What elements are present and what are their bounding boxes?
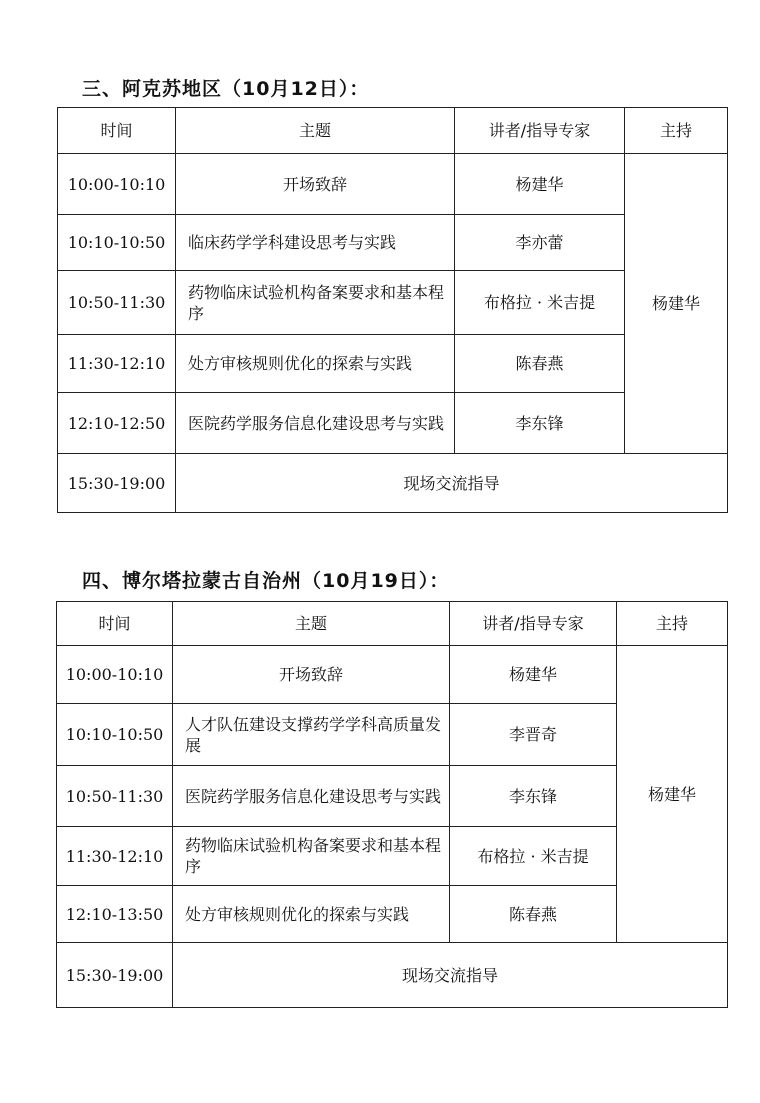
header-host: 主持 — [617, 602, 728, 646]
header-topic: 主题 — [176, 108, 455, 154]
row-topic: 开场致辞 — [173, 646, 450, 704]
table-header-row — [58, 108, 728, 154]
header-speaker: 讲者/指导专家 — [450, 602, 617, 646]
row-topic-merged: 现场交流指导 — [176, 454, 728, 513]
row-speaker: 李晋奇 — [450, 704, 617, 766]
host-cell: 杨建华 — [625, 154, 728, 454]
row-topic: 医院药学服务信息化建设思考与实践 — [173, 766, 450, 827]
table-row — [57, 646, 728, 704]
section-title-aksu: 三、阿克苏地区（10月12日）： — [82, 78, 370, 100]
row-time: 10:50-11:30 — [58, 271, 176, 335]
row-topic: 临床药学学科建设思考与实践 — [176, 215, 455, 271]
row-time: 10:00-10:10 — [57, 646, 173, 704]
row-speaker: 杨建华 — [450, 646, 617, 704]
header-speaker: 讲者/指导专家 — [455, 108, 625, 154]
row-time: 12:10-13:50 — [57, 886, 173, 943]
header-topic: 主题 — [173, 602, 450, 646]
row-speaker: 布格拉 · 米吉提 — [455, 271, 625, 335]
row-time: 10:00-10:10 — [58, 154, 176, 215]
row-speaker: 李东锋 — [455, 393, 625, 454]
schedule-table-aksu — [57, 107, 728, 513]
row-topic: 医院药学服务信息化建设思考与实践 — [176, 393, 455, 454]
row-speaker: 杨建华 — [455, 154, 625, 215]
row-time: 10:10-10:50 — [58, 215, 176, 271]
row-topic: 药物临床试验机构备案要求和基本程序 — [176, 271, 455, 335]
row-speaker: 李亦蕾 — [455, 215, 625, 271]
section-title-bortala: 四、博尔塔拉蒙古自治州（10月19日）： — [82, 570, 450, 592]
row-speaker: 陈春燕 — [450, 886, 617, 943]
table-row — [58, 154, 728, 215]
row-time: 12:10-12:50 — [58, 393, 176, 454]
row-time: 15:30-19:00 — [58, 454, 176, 513]
row-topic: 人才队伍建设支撑药学学科高质量发展 — [173, 704, 450, 766]
header-time: 时间 — [58, 108, 176, 154]
header-host: 主持 — [625, 108, 728, 154]
row-topic: 处方审核规则优化的探索与实践 — [173, 886, 450, 943]
row-speaker: 李东锋 — [450, 766, 617, 827]
row-speaker: 陈春燕 — [455, 335, 625, 393]
table-header-row — [57, 602, 728, 646]
row-topic: 处方审核规则优化的探索与实践 — [176, 335, 455, 393]
table-row-final — [58, 454, 728, 513]
row-topic: 开场致辞 — [176, 154, 455, 215]
row-time: 10:10-10:50 — [57, 704, 173, 766]
host-cell: 杨建华 — [617, 646, 728, 943]
table-row-final — [57, 943, 728, 1008]
row-time: 11:30-12:10 — [57, 827, 173, 886]
schedule-table-bortala — [56, 601, 728, 1008]
row-speaker: 布格拉 · 米吉提 — [450, 827, 617, 886]
header-time: 时间 — [57, 602, 173, 646]
row-time: 11:30-12:10 — [58, 335, 176, 393]
row-time: 10:50-11:30 — [57, 766, 173, 827]
row-time: 15:30-19:00 — [57, 943, 173, 1008]
row-topic: 药物临床试验机构备案要求和基本程序 — [173, 827, 450, 886]
row-topic-merged: 现场交流指导 — [173, 943, 728, 1008]
